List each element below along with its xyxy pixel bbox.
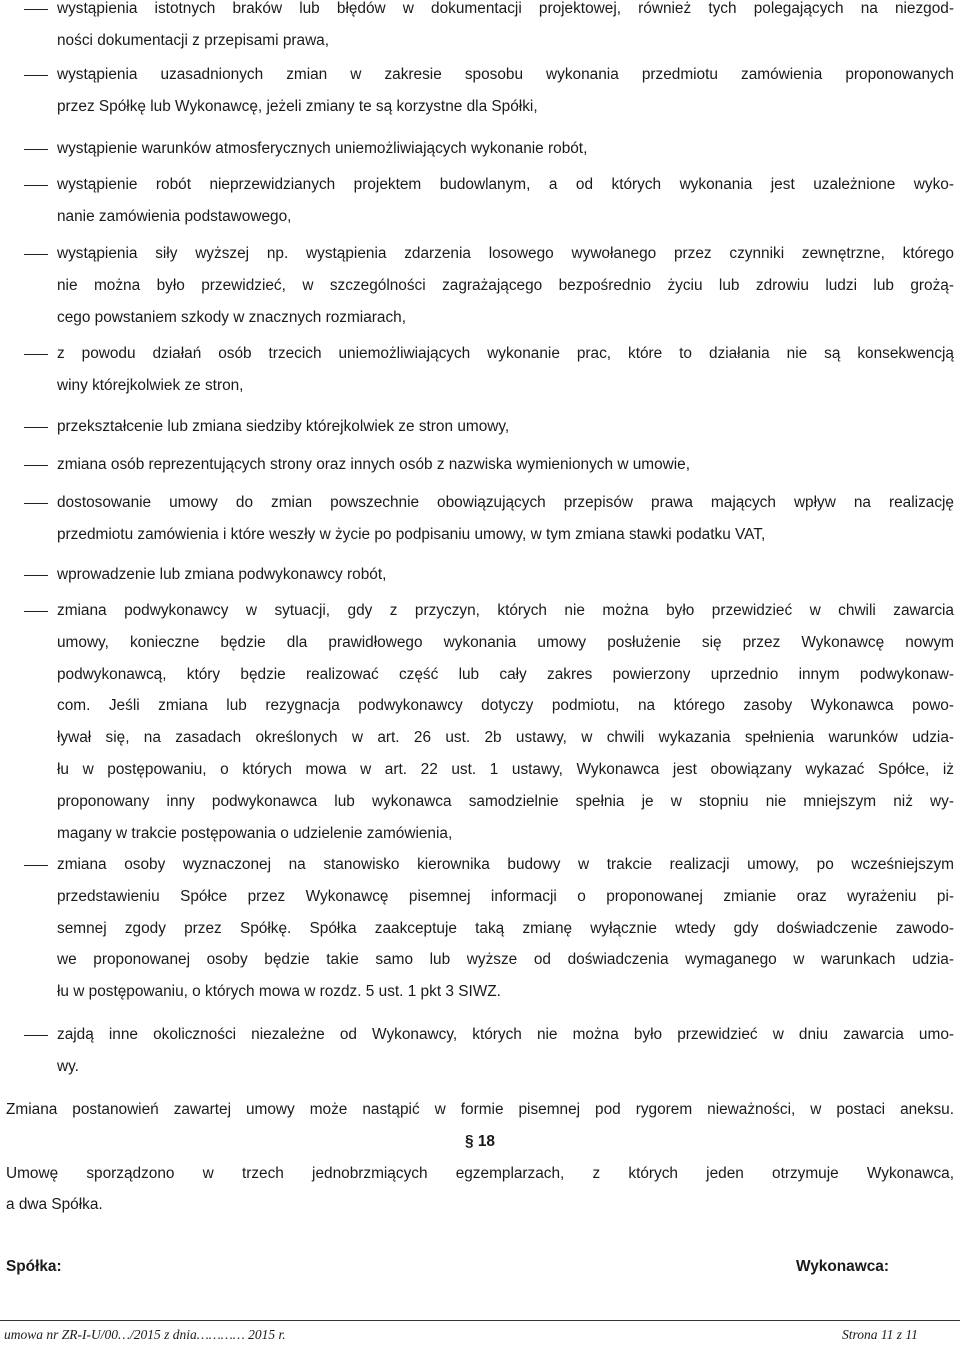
dash-bullet-icon: [24, 149, 48, 150]
list-item-line: zmiana podwykonawcy w sytuacji, gdy z przyczyn, których nie można było przewidzieć w chwili zawarcia: [57, 602, 954, 619]
list-item-line: przedmiotu zamówienia i które weszły w życie po podpisaniu umowy, w tym zmiana stawki podatku VAT,: [57, 525, 766, 543]
list-item-line: zmiana osób reprezentujących strony oraz innych osób z nazwiska wymienionych w umowie,: [57, 456, 691, 473]
footer-divider: [0, 1320, 960, 1321]
amendment-form-paragraph: Zmiana postanowień zawartej umowy może nastąpić w formie pisemnej pod rygorem nieważności, w postaci aneksu.: [6, 1101, 954, 1118]
dash-bullet-icon: [24, 427, 48, 428]
list-item-line: semnej zgody przez Spółkę. Spółka zaakceptuje taką zmianę wyłącznie wtedy gdy doświadczenie zawodo-: [57, 919, 954, 937]
list-item-line: nanie zamówienia podstawowego,: [57, 207, 292, 225]
list-item-line: dostosowanie umowy do zmian powszechnie obowiązujących przepisów prawa mających wpływ na realizację: [57, 494, 954, 511]
copies-paragraph-line-2: a dwa Spółka.: [6, 1196, 103, 1213]
section-heading: § 18: [465, 1133, 495, 1150]
list-item-line: wystąpienia siły wyższej np. wystąpienia zdarzenia losowego wywołanego przez czynniki zewnętrzne, którego: [57, 245, 954, 262]
list-item-line: proponowany inny podwykonawca lub wykonawca samodzielnie spełnia je w stopniu nie mniejszym niż wy-: [57, 792, 954, 810]
list-item-line: łu w postępowaniu, o których mowa w rozdz. 5 ust. 1 pkt 3 SIWZ.: [57, 983, 501, 1001]
list-item-line: wystąpienie warunków atmosferycznych uniemożliwiających wykonanie robót,: [57, 140, 588, 157]
dash-bullet-icon: [24, 865, 48, 866]
list-item-line: umowy, konieczne będzie dla prawidłowego wykonania umowy posłużenie się przez Wykonawcę nowym: [57, 633, 954, 651]
list-item-line: łu w postępowaniu, o których mowa w art. 22 ust. 1 ustawy, Wykonawca jest obowiązany wykazać Spółce, iż: [57, 761, 954, 778]
list-item-line: com. Jeśli zmiana lub rezygnacja podwykonawcy dotyczy podmiotu, na którego zasoby Wykonawca powo-: [57, 697, 954, 715]
footer-document-reference: umowa nr ZR-I-U/00…/2015 z dnia………… 2015 r.: [4, 1327, 286, 1342]
list-item-line: przez Spółkę lub Wykonawcę, jeżeli zmiany te są korzystne dla Spółki,: [57, 97, 538, 115]
list-item-line: ływał się, na zasadach określonych w art. 26 ust. 2b ustawy, w chwili wykazania spełnienia warunków udzia-: [57, 729, 954, 747]
list-item-line: zajdą inne okoliczności niezależne od Wykonawcy, których nie można było przewidzieć w dniu zawarcia umo-: [57, 1026, 954, 1043]
list-item-line: ności dokumentacji z przepisami prawa,: [57, 31, 330, 49]
list-item-line: przekształcenie lub zmiana siedziby którejkolwiek ze stron umowy,: [57, 418, 510, 435]
list-item-line: nie można było przewidzieć, w szczególności zagrażającego bezpośrednio życiu lub zdrowiu ludzi lub grożą-: [57, 276, 954, 294]
dash-bullet-icon: [24, 503, 48, 504]
list-item-line: zmiana osoby wyznaczonej na stanowisko kierownika budowy w trakcie realizacji umowy, po wcześniejszym: [57, 856, 954, 873]
list-item-line: z powodu działań osób trzecich uniemożliwiających wykonanie prac, które to działania nie są konsekwencją: [57, 345, 954, 362]
list-item-line: przedstawieniu Spółce przez Wykonawcę pisemnej informacji o proponowanej zmianie oraz wyrażeniu pi-: [57, 887, 954, 905]
copies-paragraph-line-1: Umowę sporządzono w trzech jednobrzmiących egzemplarzach, z których jeden otrzymuje Wykonawca,: [6, 1165, 954, 1182]
footer-page-number: Strona 11 z 11: [842, 1327, 918, 1342]
dash-bullet-icon: [24, 575, 48, 576]
dash-bullet-icon: [24, 611, 48, 612]
list-item-line: cego powstaniem szkody w znacznych rozmiarach,: [57, 308, 407, 326]
list-item-line: winy którejkolwiek ze stron,: [57, 376, 244, 394]
dash-bullet-icon: [24, 75, 48, 76]
list-item-line: wystąpienia uzasadnionych zmian w zakresie sposobu wykonania przedmiotu zamówienia proponowanych: [57, 66, 954, 83]
list-item-line: magany w trakcie postępowania o udzielenie zamówienia,: [57, 824, 453, 842]
dash-bullet-icon: [24, 254, 48, 255]
list-item-line: wystąpienie robót nieprzewidzianych projektem budowlanym, a od których wykonania jest uzależnione wyko-: [57, 176, 954, 193]
list-item-line: wystąpienia istotnych braków lub błędów w dokumentacji projektowej, również tych polegających na niezgod-: [57, 0, 954, 17]
signature-contractor-label: Wykonawca:: [796, 1258, 889, 1275]
list-item-line: we proponowanej osoby będzie takie samo lub wyższe od doświadczenia wymaganego w warunkach udzia-: [57, 951, 954, 969]
list-item-line: wprowadzenie lub zmiana podwykonawcy robót,: [57, 566, 387, 583]
dash-bullet-icon: [24, 354, 48, 355]
dash-bullet-icon: [24, 185, 48, 186]
list-item-line: wy.: [57, 1057, 79, 1075]
signature-company-label: Spółka:: [6, 1258, 62, 1275]
dash-bullet-icon: [24, 1035, 48, 1036]
dash-bullet-icon: [24, 9, 48, 10]
dash-bullet-icon: [24, 465, 48, 466]
list-item-line: podwykonawcą, który będzie realizować część lub cały zakres powierzony uprzednio innym podwykonaw-: [57, 665, 954, 683]
